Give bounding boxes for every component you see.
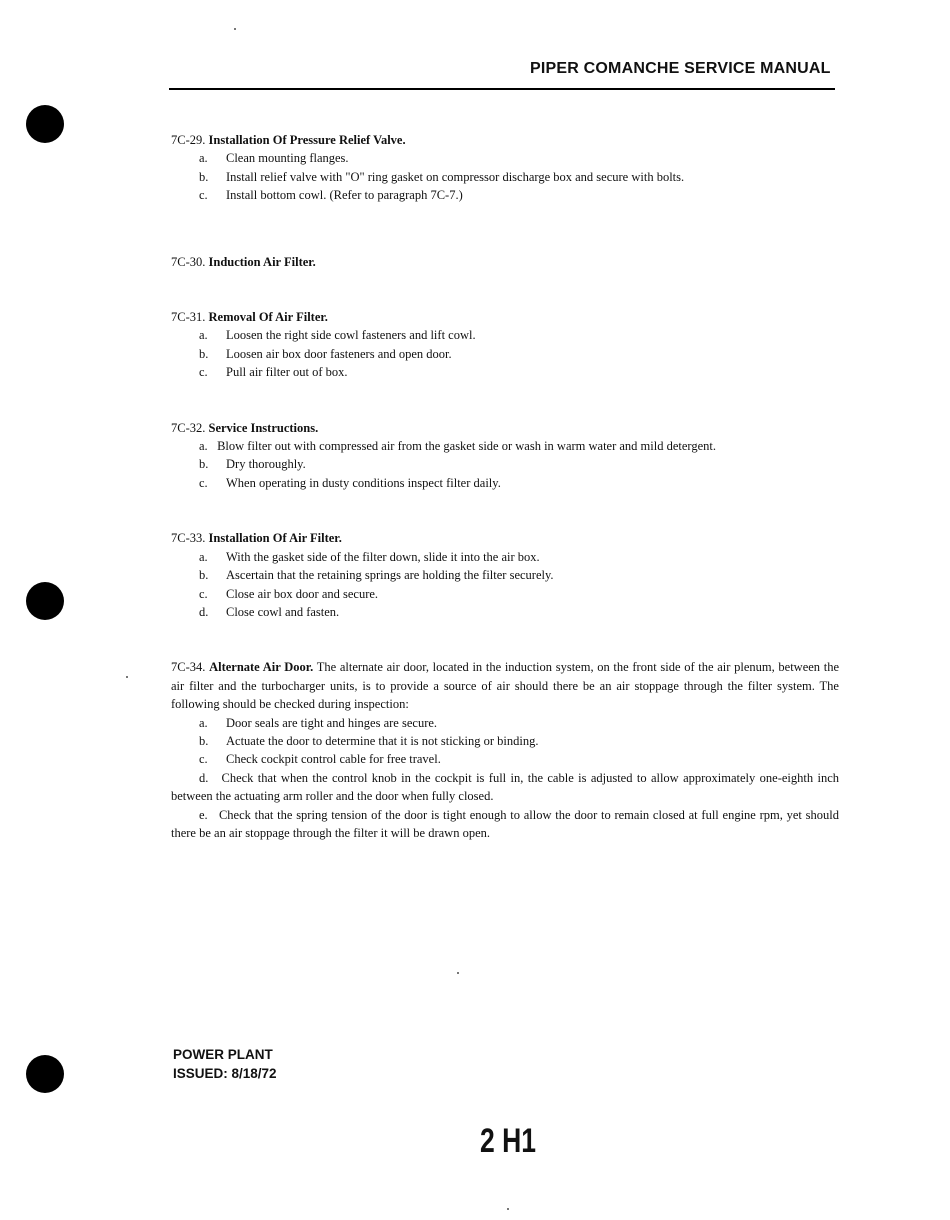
- item-text: Install relief valve with "O" ring gasket on compressor discharge box and secure with bolts.: [226, 169, 685, 184]
- binder-hole-bottom: [26, 1055, 64, 1093]
- page-footer: [173, 1045, 277, 1083]
- item-label: d.: [199, 604, 209, 619]
- list-item: [171, 345, 839, 363]
- item-label: b.: [199, 568, 209, 583]
- item-text: Pull air filter out of box.: [226, 365, 348, 380]
- section-title: Installation Of Pressure Relief Valve.: [208, 133, 406, 147]
- item-label: e.: [199, 807, 208, 822]
- header-rule: [169, 88, 835, 90]
- item-text: Clean mounting flanges.: [226, 151, 349, 166]
- section-7c-32: [171, 419, 839, 493]
- list-item: [171, 455, 839, 473]
- item-text: Install bottom cowl. (Refer to paragraph 7C-7.): [226, 188, 463, 203]
- section-title: Removal Of Air Filter.: [208, 310, 328, 325]
- list-item: [171, 168, 839, 186]
- section-intro-text: The alternate air door, located in the induction system, on the front side of the air plenum, between the air filter and the turbocharger units, is to provide a source of air should there be an air stoppage through the filter system. The following should be checked during inspection:: [171, 660, 840, 712]
- section-number: 7C-30.: [171, 254, 206, 269]
- list-item: [171, 603, 839, 621]
- list-item: [171, 474, 839, 492]
- section-heading: [171, 308, 839, 326]
- section-title: Alternate Air Door.: [209, 660, 314, 675]
- section-number: 7C-29.: [171, 133, 206, 147]
- list-item: [171, 548, 839, 566]
- section-intro: [171, 658, 839, 713]
- document-body: [171, 131, 839, 842]
- section-heading: [171, 529, 839, 547]
- item-text: Actuate the door to determine that it is not sticking or binding.: [226, 733, 539, 748]
- section-number: 7C-32.: [171, 420, 206, 435]
- item-text: Check cockpit control cable for free travel.: [226, 752, 441, 767]
- item-label: a.: [199, 549, 208, 564]
- item-label: a.: [199, 715, 208, 730]
- section-title: Service Instructions.: [208, 420, 319, 435]
- item-text: Loosen the right side cowl fasteners and lift cowl.: [226, 328, 476, 343]
- section-number: 7C-33.: [171, 531, 206, 546]
- manual-title: PIPER COMANCHE SERVICE MANUAL: [530, 60, 831, 77]
- item-label: b.: [199, 169, 209, 184]
- item-label: c.: [199, 586, 208, 601]
- section-title: Induction Air Filter.: [208, 254, 316, 269]
- item-label: a.: [199, 439, 208, 454]
- item-text: Loosen air box door fasteners and open door.: [226, 346, 452, 361]
- list-item: [171, 566, 839, 584]
- list-item: [171, 732, 839, 750]
- item-label: d.: [199, 770, 209, 785]
- item-label: c.: [199, 188, 208, 203]
- item-label: c.: [199, 475, 208, 490]
- item-text: Close air box door and secure.: [226, 586, 379, 601]
- item-label: b.: [199, 346, 209, 361]
- item-label: b.: [199, 457, 209, 472]
- footer-section: POWER PLANT: [173, 1047, 273, 1062]
- section-7c-30: [171, 253, 839, 271]
- scan-speck: [457, 972, 459, 974]
- list-item: [171, 714, 839, 732]
- list-item: [171, 363, 839, 381]
- section-7c-29: [171, 131, 839, 205]
- section-heading: [171, 419, 839, 437]
- list-item: [171, 806, 839, 843]
- item-label: a.: [199, 328, 208, 343]
- list-item: [171, 769, 839, 806]
- item-text: Ascertain that the retaining springs are holding the filter securely.: [226, 568, 554, 583]
- binder-hole-middle: [26, 582, 64, 620]
- scan-speck: [126, 676, 128, 678]
- list-item: [171, 326, 839, 344]
- list-item: [171, 750, 839, 768]
- list-item: [171, 437, 839, 455]
- item-text: Door seals are tight and hinges are secure.: [226, 715, 438, 730]
- item-text: Check that the spring tension of the door is tight enough to allow the door to remain closed at full engine rpm, yet should there be an air stoppage through the filter it will be drawn open.: [171, 807, 839, 840]
- scan-speck: [234, 28, 236, 30]
- section-number: 7C-34.: [171, 660, 206, 675]
- footer-issued-date: ISSUED: 8/18/72: [173, 1066, 277, 1081]
- section-heading: [171, 253, 839, 271]
- item-text: Close cowl and fasten.: [226, 604, 340, 619]
- list-item: [171, 149, 839, 167]
- section-heading: [171, 131, 839, 149]
- item-text: Blow filter out with compressed air from the gasket side or wash in warm water and mild detergent.: [217, 439, 717, 454]
- list-item: [171, 585, 839, 603]
- binder-hole-top: [26, 105, 64, 143]
- list-item: [171, 186, 839, 204]
- scan-speck: [507, 1208, 509, 1210]
- item-label: b.: [199, 733, 209, 748]
- item-text: Check that when the control knob in the cockpit is full in, the cable is adjusted to allow approximately one-eighth inch between the actuating arm roller and the door when fully closed.: [171, 770, 840, 804]
- item-text: With the gasket side of the filter down, slide it into the air box.: [226, 549, 540, 564]
- section-7c-31: [171, 308, 839, 382]
- item-label: c.: [199, 365, 208, 380]
- item-text: Dry thoroughly.: [226, 457, 306, 472]
- section-7c-33: [171, 529, 839, 621]
- microfiche-page-code: 2 H1: [480, 1122, 537, 1160]
- section-number: 7C-31.: [171, 310, 206, 325]
- section-7c-34: [171, 658, 839, 842]
- item-text: When operating in dusty conditions inspect filter daily.: [226, 475, 501, 490]
- section-title: Installation Of Air Filter.: [208, 531, 342, 546]
- item-label: a.: [199, 151, 208, 166]
- item-label: c.: [199, 752, 208, 767]
